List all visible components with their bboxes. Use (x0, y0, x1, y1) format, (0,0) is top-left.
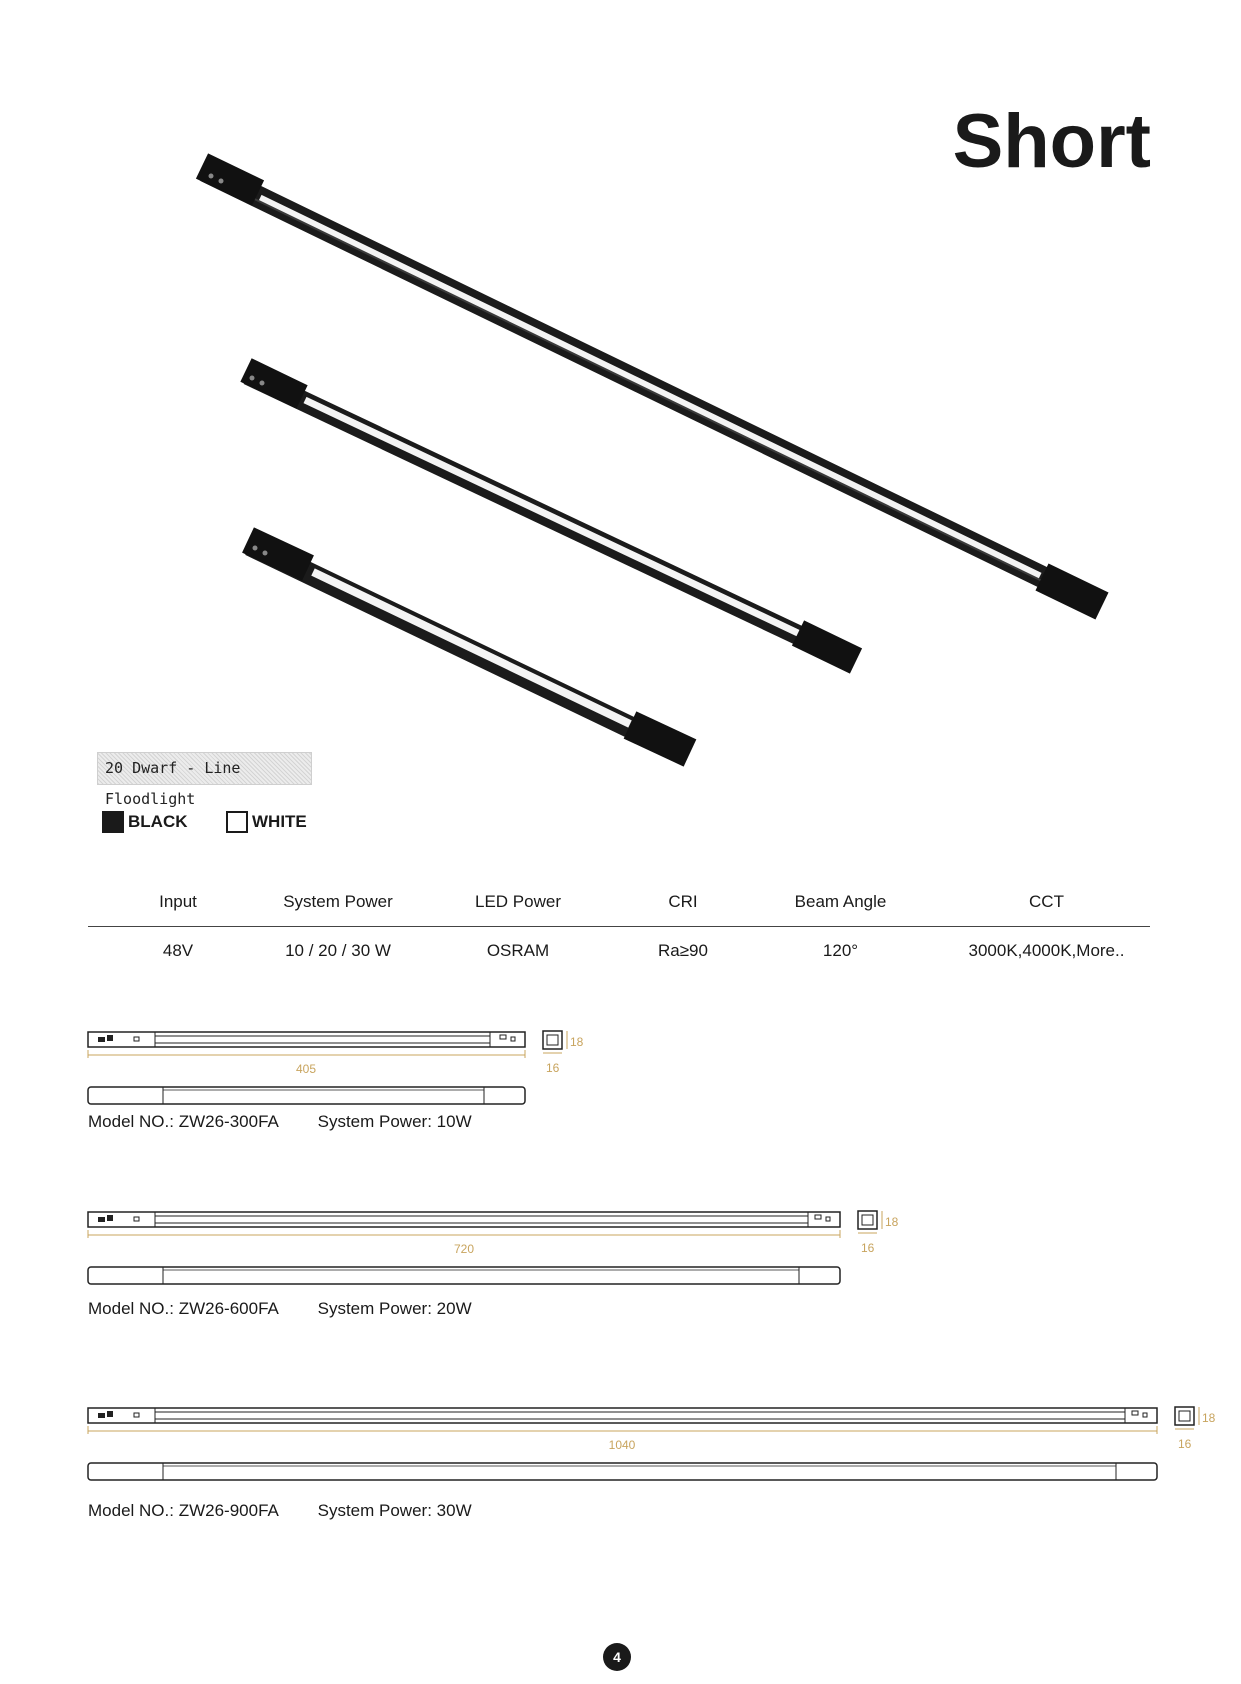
dimension-length: 720 (453, 1242, 475, 1256)
spec-header-led-power: LED Power (475, 892, 561, 911)
spec-header-beam-angle: Beam Angle (794, 892, 887, 911)
page-title: Short (952, 99, 1151, 184)
dimension-height: 18 (1202, 1411, 1216, 1425)
drawing-model-600 (88, 1211, 899, 1284)
dimension-length: 405 (295, 1062, 317, 1076)
drawing-model-900 (88, 1407, 1216, 1480)
model-label: Model NO.: (88, 1299, 174, 1318)
dimension-width: 16 (1178, 1437, 1192, 1451)
spec-value-input: 48V (162, 941, 194, 960)
dimension-height: 18 (570, 1035, 584, 1049)
page-number: 4 (603, 1643, 631, 1671)
model-number: ZW26-600FA (178, 1299, 279, 1318)
model-info-300 (88, 1112, 472, 1132)
product-name-tag: 20 Dwarf - Line Floodlight (97, 752, 312, 785)
spec-value-led-power: OSRAM (486, 941, 550, 960)
power-label: System Power: (317, 1112, 432, 1131)
model-number: ZW26-300FA (178, 1112, 279, 1131)
dimension-height: 18 (885, 1215, 899, 1229)
power-label: System Power: (317, 1501, 432, 1520)
color-label-black: BLACK (128, 812, 188, 831)
model-number: ZW26-900FA (178, 1501, 279, 1520)
model-label: Model NO.: (88, 1501, 174, 1520)
power-value: 20W (436, 1299, 472, 1318)
spec-header-cct: CCT (1029, 892, 1064, 911)
spec-header-system-power: System Power (283, 892, 393, 911)
spec-value-beam-angle: 120° (822, 941, 859, 960)
power-value: 10W (436, 1112, 472, 1131)
dimension-width: 16 (546, 1061, 560, 1075)
spec-value-system-power: 10 / 20 / 30 W (285, 941, 391, 960)
power-label: System Power: (317, 1299, 432, 1318)
dimension-length: 1040 (608, 1438, 636, 1452)
drawing-model-300 (88, 1031, 584, 1104)
dimension-width: 16 (861, 1241, 875, 1255)
color-label-white: WHITE (252, 812, 307, 831)
spec-value-cct: 3000K,4000K,More.. (968, 941, 1125, 960)
model-label: Model NO.: (88, 1112, 174, 1131)
model-info-600 (88, 1299, 472, 1319)
spec-header-input: Input (159, 892, 197, 911)
power-value: 30W (436, 1501, 472, 1520)
spec-value-cri: Ra≥90 (658, 941, 708, 960)
spec-header-cri: CRI (668, 892, 698, 911)
model-info-900 (88, 1501, 472, 1521)
